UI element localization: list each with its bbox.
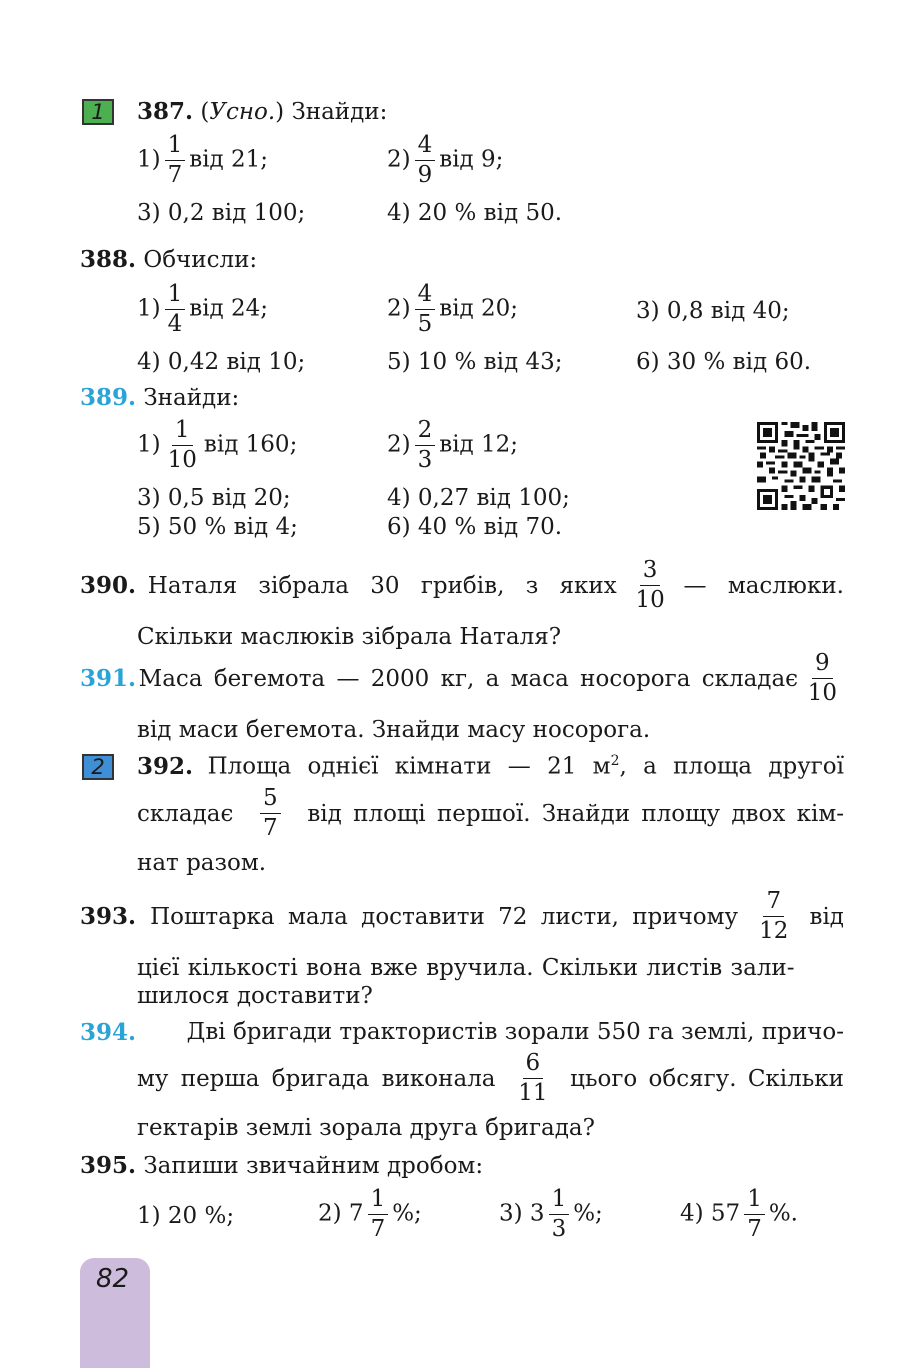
problem-text: Дві бригади трактористів зорали 550 га землі, причо- [186,1019,844,1045]
item-label: 2) [387,431,411,458]
numerator: 5 [260,787,281,814]
numerator: 1 [165,134,186,161]
numerator: 6 [523,1052,544,1079]
fraction [756,890,791,943]
fraction [260,787,281,840]
item-label: 1) [137,146,161,173]
problem-number: 393. [80,903,137,930]
problem-391-line-1 [80,652,844,705]
fraction [632,559,667,612]
item-text: від 21; [189,146,269,173]
problem-393-line-3: шилося доставити? [137,983,373,1009]
fraction [415,283,436,336]
problem-395-item-1: 1) 20 %; [137,1203,235,1229]
fraction [165,283,186,336]
item-label: 4) 57 [680,1200,741,1227]
oral-mode: Усно. [209,99,276,125]
numerator: 1 [368,1188,389,1215]
problem-387-item-4: 4) 20 % від 50. [387,200,563,226]
item-text: від 9; [439,146,504,173]
level-2-label: 2 [91,754,105,779]
denominator: 10 [807,680,837,706]
problem-387-item-2 [387,134,503,187]
problem-number: 392. [137,753,194,780]
item-label: 2) [387,295,411,322]
problem-text: Поштарка мала доставити 72 листи, причому [150,903,739,930]
fraction [549,1188,570,1241]
numerator: 1 [549,1188,570,1215]
problem-388-item-6: 6) 30 % від 60. [636,349,812,375]
item-label: 1) [137,431,161,458]
level-1-label: 1 [91,99,105,124]
denominator: 3 [417,447,433,473]
problem-text: — маслюки. [683,572,844,599]
denominator: 11 [518,1080,548,1106]
problem-text: Наталя зібрала 30 грибів, з яких [147,572,617,599]
paren-close: ) [275,99,285,125]
denominator: 7 [263,815,278,841]
denominator: 4 [167,311,183,337]
problem-395-header [80,1152,483,1179]
problem-388-header [80,246,257,273]
item-text: від 24; [189,295,269,322]
denominator: 10 [635,587,665,613]
problem-title: Знайди: [291,99,388,125]
problem-number: 394. [80,1019,137,1046]
problem-394-line-1 [80,1019,844,1046]
problem-389-item-3: 3) 0,5 від 20; [137,485,291,511]
item-text: від 12; [439,431,519,458]
problem-text [208,753,844,780]
item-text: від 20; [439,295,519,322]
problem-393-line-1 [80,890,844,943]
fraction [415,419,436,472]
fraction [515,1052,550,1105]
fraction [165,419,200,472]
denominator: 12 [759,918,789,944]
problem-395-item-4 [680,1188,798,1241]
item-label: 1) [137,295,161,322]
problem-394-line-3: гектарів землі зорала друга бригада? [137,1115,595,1141]
problem-389-item-5: 5) 50 % від 4; [137,514,298,540]
problem-389-header [80,384,239,411]
problem-number: 390. [80,572,137,599]
problem-393-line-2: цієї кількості вона вже вручила. Скільки листів зали- [137,955,795,981]
problem-389-item-4: 4) 0,27 від 100; [387,485,570,511]
problem-387-item-1 [137,134,268,187]
problem-388-item-3: 3) 0,8 від 40; [636,298,790,324]
problem-title: Запиши звичайним дробом: [143,1153,484,1179]
numerator: 1 [172,419,193,446]
fraction [415,134,436,187]
problem-388-item-2 [387,283,518,336]
denominator: 7 [370,1216,386,1242]
text-part: му перша бригада виконала [137,1065,496,1092]
page-number: 82 [96,1264,130,1294]
numerator: 4 [415,283,436,310]
problem-number: 387. [137,98,194,125]
text-part: цього обсягу. Скільки [570,1065,844,1092]
fraction [368,1188,389,1241]
problem-number: 388. [80,246,137,273]
qr-code-icon[interactable] [757,422,845,510]
problem-391-line-2: від маси бегемота. Знайди масу носорога. [137,717,651,743]
item-label: 2) 7 [318,1200,364,1227]
problem-number: 391. [80,665,137,692]
problem-388-item-5: 5) 10 % від 43; [387,349,563,375]
superscript: 2 [610,753,620,769]
text-part: Площа однієї кімнати — 21 м [207,753,611,780]
problem-text: Маса бегемота — 2000 кг, а маса носорога складає [138,665,799,692]
problem-389-item-1 [137,419,297,472]
numerator: 1 [744,1188,765,1215]
problem-number: 389. [80,384,137,411]
item-text: %. [768,1200,798,1227]
numerator: 1 [165,283,186,310]
problem-395-item-3 [499,1188,603,1241]
problem-392-line-3: нат разом. [137,850,267,876]
problem-390-line-1 [80,559,844,612]
problem-number: 395. [80,1152,137,1179]
item-text: %; [573,1200,603,1227]
level-1-badge [82,99,114,125]
problem-388-item-1 [137,283,268,336]
problem-394-line-2 [137,1052,844,1105]
problem-387-item-3: 3) 0,2 від 100; [137,200,306,226]
item-label: 2) [387,146,411,173]
problem-389-item-2 [387,419,518,472]
numerator: 3 [640,559,661,586]
problem-390-line-2: Скільки маслюків зібрала Наталя? [137,624,562,650]
item-label: 3) 3 [499,1200,545,1227]
numerator: 2 [415,419,436,446]
problem-388-item-4: 4) 0,42 від 10; [137,349,306,375]
denominator: 9 [417,162,433,188]
denominator: 7 [167,162,183,188]
item-text: від 160; [203,431,298,458]
denominator: 10 [167,447,197,473]
fraction [744,1188,765,1241]
problem-392-line-1 [137,753,844,780]
problem-title: Знайди: [143,385,240,411]
fraction [165,134,186,187]
level-2-badge [82,754,114,780]
numerator: 4 [415,134,436,161]
item-text: %; [392,1200,422,1227]
numerator: 9 [812,652,833,679]
denominator: 5 [417,311,433,337]
problem-389-item-6: 6) 40 % від 70. [387,514,563,540]
text-part: від площі першої. Знайди площу двох кім- [307,800,844,827]
problem-title: Обчисли: [143,247,258,273]
text-part: складає [137,800,234,827]
fraction [805,652,840,705]
denominator: 7 [747,1216,762,1242]
text-part: , а площа другої [619,753,844,780]
problem-395-item-2 [318,1188,422,1241]
paren-open: ( [200,99,210,125]
problem-text: від [809,903,844,930]
numerator: 7 [763,890,784,917]
problem-387-header [137,98,387,125]
problem-392-line-2 [137,787,844,840]
denominator: 3 [551,1216,567,1242]
